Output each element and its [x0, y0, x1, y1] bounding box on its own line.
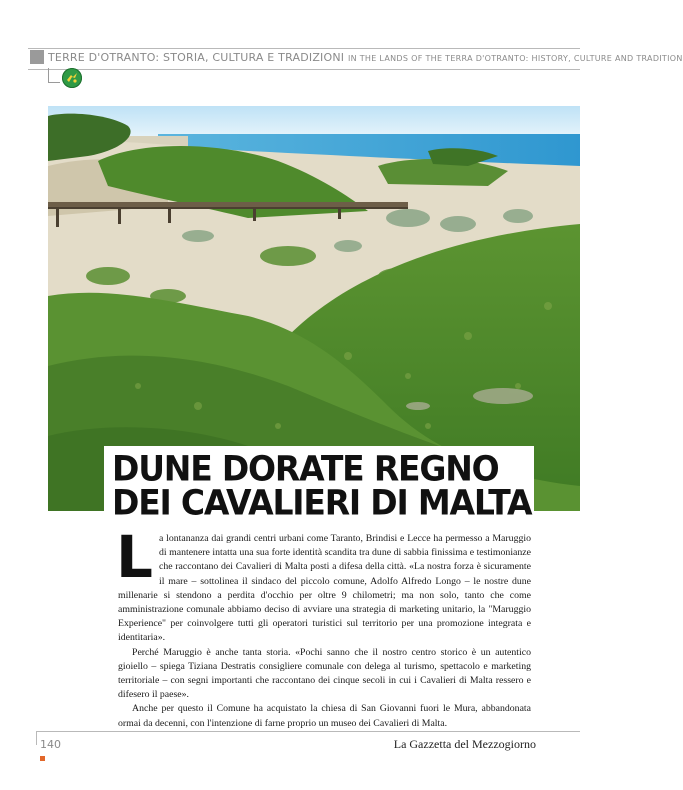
article-body [116, 523, 531, 731]
header-connector [48, 68, 49, 82]
footer-rule-vertical [36, 731, 37, 745]
section-subtitle: IN THE LANDS OF THE TERRA D'OTRANTO: HISTORY, CULTURE AND TRADITION [347, 54, 683, 63]
article-title-text: DUNE DORATE REGNO DEI CAVALIERI DI MALTA [112, 448, 532, 523]
section-header [48, 51, 683, 64]
drop-cap: L [116, 523, 153, 591]
footer-rule [36, 731, 580, 732]
article-paragraph-3: Anche per questo il Comune ha acquistato la chiesa di San Giovanni fuori le Mura, abbandonata ormai da decenni, con l'intenzione di farne proprio un museo dei Cavalieri di Malta. [118, 703, 531, 729]
article-paragraph-1 [116, 523, 531, 646]
article-title [112, 448, 534, 523]
article-paragraph-2: Perché Maruggio è anche tanta storia. «Pochi sanno che il nostro centro storico è un autentico gioiello – spiega Tiziana Destratis consigliere comunale con delega al turismo, spettacolo e marketing territoriale – con segni importanti che raccontano dei cinque secoli in cui i Cavalieri di Malta ressero e difesero il paese». [118, 646, 531, 701]
publication-name: La Gazzetta del Mezzogiorno [393, 737, 536, 751]
section-title: TERRE D'OTRANTO: STORIA, CULTURA E TRADIZIONI [48, 51, 345, 64]
page-number: 140 [40, 738, 61, 751]
paragraph-1-text: a lontananza dai grandi centri urbani come Taranto, Brindisi e Lecce ha permesso a Maruggio di mantenere intatta una sua forte identità scandita tra dune di sabbia finissima e testimonianze che raccontano dei Cavalieri di Malta posti a difesa della città. «La nostra forza è sicuramente il mare – sottolinea il sindaco del piccolo comune, Adolfo Alfredo Longo – le nostre dune millenarie si stendono a perdita d'occhio per oltre 9 chilometri; ma non solo, tanto che come amministrazione comunale abbiamo deciso di avviare una strategia di marketing unitario, la "Maruggio Experience" per coinvolgere tutti gli operatori turistici sul territorio per una promozione integrata e identitaria». [118, 533, 531, 644]
page-marker [40, 756, 45, 761]
header-connector-horizontal [48, 82, 60, 83]
title-box [104, 446, 534, 521]
green-pictogram-icon [62, 68, 82, 88]
header-square [30, 50, 44, 64]
